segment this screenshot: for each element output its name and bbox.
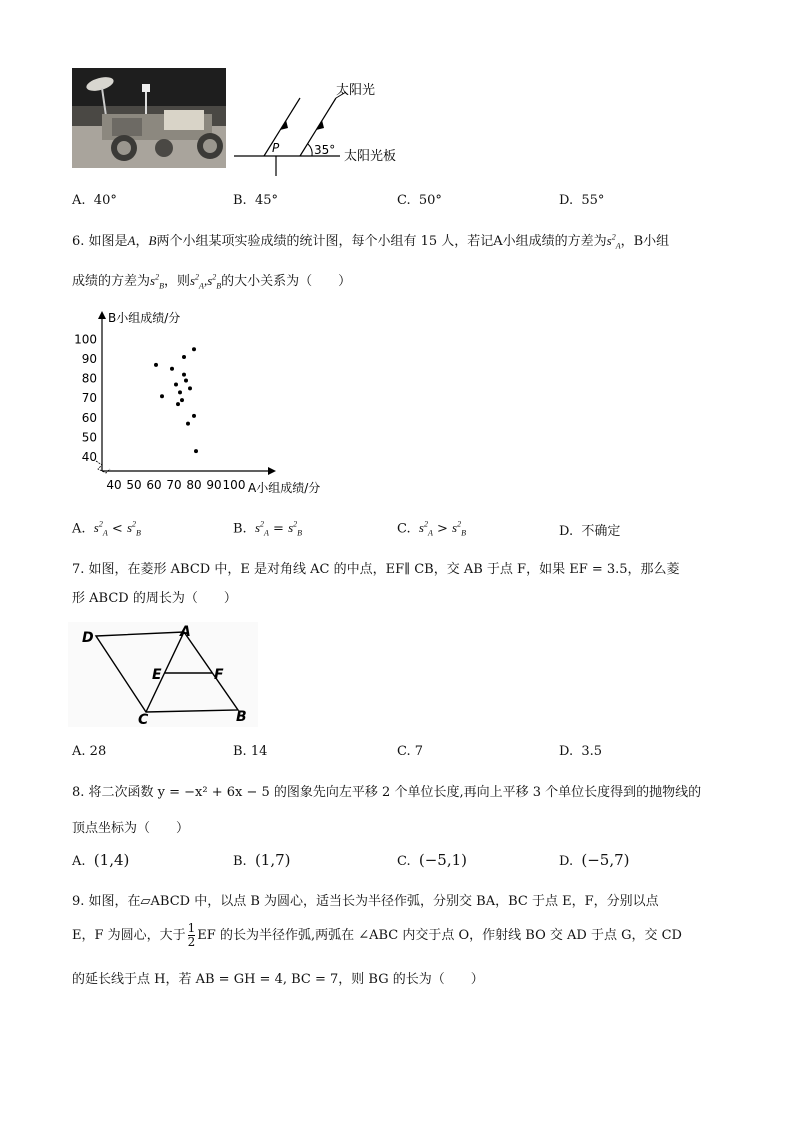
label-c: C	[138, 712, 149, 727]
lunar-rover-photo	[72, 68, 226, 168]
q8-option-a[interactable]: A. (1,4)	[72, 851, 130, 869]
q6-option-d[interactable]: D. 不确定	[559, 524, 621, 539]
x-tick-label: 70	[166, 478, 182, 492]
scatter-chart	[60, 305, 360, 500]
y-tick-label: 80	[81, 371, 97, 386]
q8-stem-line1: 8. 将二次函数 y = −x² + 6x − 5 的图象先向左平移 2 个单位长度,再向上平移 3 个单位长度得到的抛物线的	[72, 785, 702, 800]
scatter-point	[182, 355, 186, 359]
scatter-point	[192, 414, 196, 418]
scatter-point	[188, 386, 192, 390]
sunlight-diagram	[228, 78, 428, 178]
q8-option-d[interactable]: D. (−5,7)	[559, 851, 630, 869]
y-tick-label: 40	[81, 450, 97, 464]
label-f: F	[214, 667, 224, 683]
scatter-point	[184, 379, 188, 383]
sunlight-label: 太阳光	[336, 83, 376, 98]
scatter-point	[160, 394, 164, 398]
scatter-point	[192, 347, 196, 351]
q9-stem-line3: 的延长线于点 H，若 AB = GH = 4, BC = 7，则 BG 的长为（ ）	[72, 972, 484, 987]
y-tick-label: 100	[74, 332, 97, 347]
x-tick-label: 80	[186, 478, 202, 492]
y-tick-label: 70	[81, 391, 97, 406]
solar-panel-label: 太阳光板	[344, 149, 397, 164]
scatter-point	[154, 363, 158, 367]
x-tick-label: 50	[126, 478, 142, 492]
q9-stem-line1: 9. 如图，在▱ABCD 中，以点 B 为圆心，适当长为半径作弧，分别交 BA，BC 于点 E，F，分别以点	[72, 894, 659, 909]
x-axis-label: A小组成绩/分	[248, 481, 321, 495]
y-tick-label: 90	[81, 352, 97, 366]
scatter-point	[182, 373, 186, 377]
scatter-point	[186, 422, 190, 426]
q5-option-a[interactable]: A. 40°	[72, 193, 117, 208]
q7-option-b[interactable]: B. 14	[233, 744, 268, 759]
x-tick-label: 90	[206, 478, 222, 492]
q5-option-b[interactable]: B. 45°	[233, 193, 278, 208]
q8-option-b[interactable]: B. (1,7)	[233, 851, 291, 869]
scatter-point	[180, 398, 184, 402]
scatter-point	[194, 449, 198, 453]
y-tick-label: 60	[81, 410, 97, 425]
x-tick-label: 40	[106, 478, 122, 492]
q7-stem-line2: 形 ABCD 的周长为（ ）	[72, 591, 237, 606]
label-e: E	[152, 667, 162, 683]
q6-stem-line2: 成绩的方差为$s^2_B$，则$s^2_A,s^2_B$的大小关系为（ ）	[72, 272, 352, 291]
q7-option-d[interactable]: D. 3.5	[559, 744, 603, 759]
x-tick-label: 100	[222, 478, 246, 492]
scatter-point	[174, 382, 178, 386]
rhombus-diagram	[68, 622, 258, 727]
scatter-point	[176, 402, 180, 406]
q9-stem-line2: E，F 为圆心，大于 $\frac{1}{2}$ EF 的长为半径作弧,两弧在 ∠ABC 内交于点 O，作射线 BO 交 AD 于点 G，交 CD	[72, 921, 682, 949]
q6-option-c[interactable]: C. $s^2_A > s^2_B$	[397, 520, 466, 538]
q7-stem-line1: 7. 如图，在菱形 ABCD 中，E 是对角线 AC 的中点，EF∥ CB，交 AB 于点 F，如果 EF = 3.5，那么菱	[72, 562, 680, 577]
q6-stem-line1: 6. 如图是A，B两个小组某项实验成绩的统计图，每个小组有 15 人，若记A小组成绩的方差为$s^2_A$，B小组	[72, 232, 670, 251]
q8-stem-line2: 顶点坐标为（ ）	[72, 821, 190, 836]
x-tick-label: 60	[146, 478, 162, 492]
angle-label: 35°	[314, 143, 336, 157]
scatter-point	[178, 390, 182, 394]
label-d: D	[82, 630, 94, 646]
point-p-label: P	[272, 141, 280, 155]
q5-option-d[interactable]: D. 55°	[559, 193, 605, 208]
q7-option-c[interactable]: C. 7	[397, 744, 424, 759]
y-tick-label: 50	[81, 430, 97, 445]
scatter-point	[170, 367, 174, 371]
q5-option-c[interactable]: C. 50°	[397, 193, 442, 208]
label-a: A	[180, 624, 191, 640]
label-b: B	[236, 709, 247, 725]
q8-option-c[interactable]: C. (−5,1)	[397, 851, 468, 869]
y-axis-label: B小组成绩/分	[108, 311, 181, 325]
q6-option-b[interactable]: B. $s^2_A = s^2_B$	[233, 520, 303, 538]
q6-option-a[interactable]: A. $s^2_A < s^2_B$	[72, 520, 141, 538]
q7-option-a[interactable]: A. 28	[72, 744, 107, 759]
